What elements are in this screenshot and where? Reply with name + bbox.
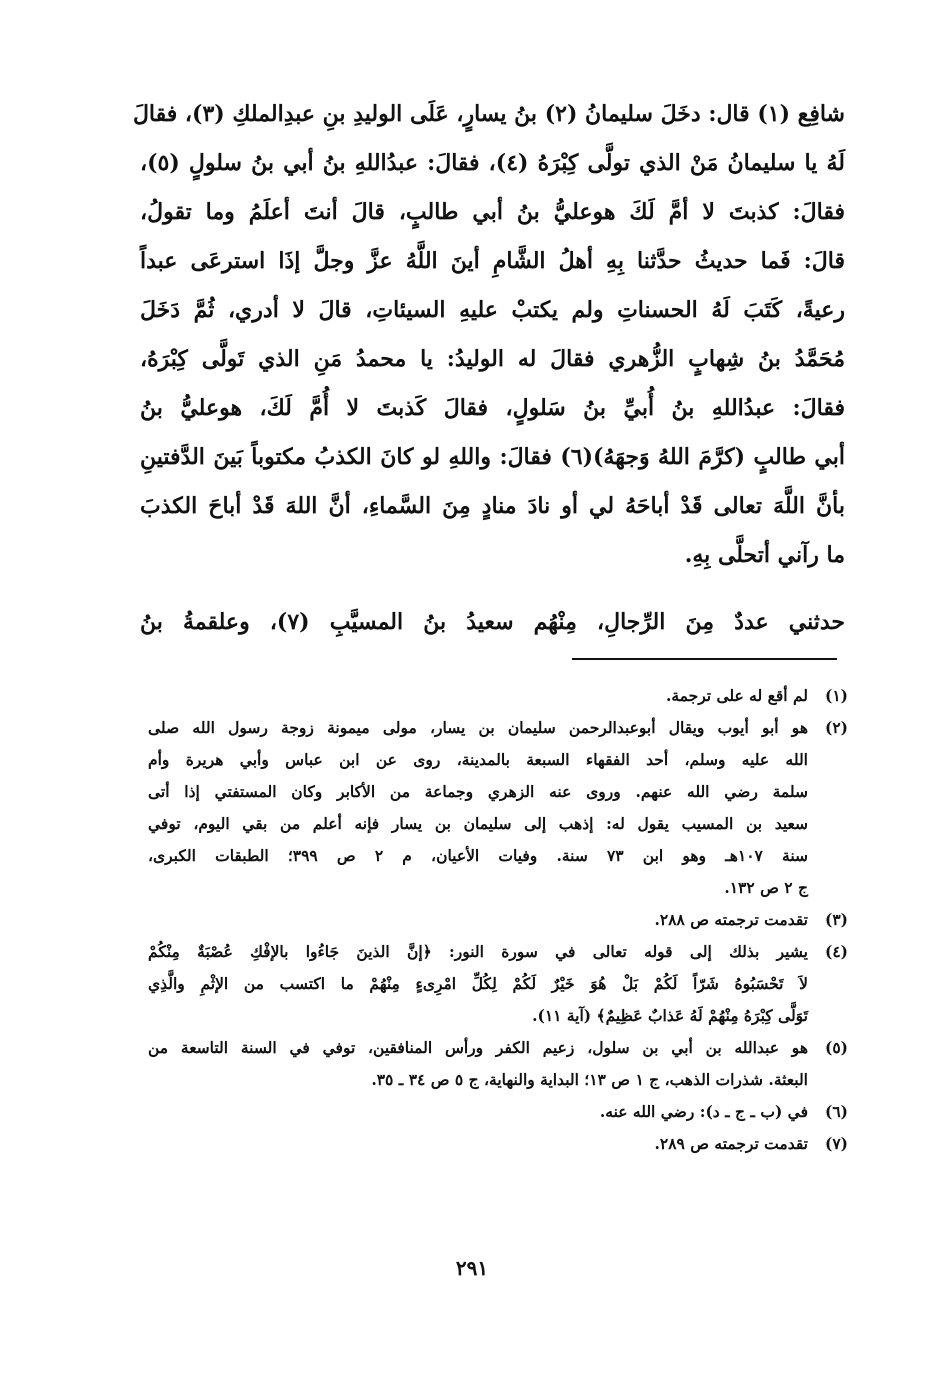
text-line: فقالَ: عبدُاللهِ بنُ أُبيِّ بنُ سَلولٍ، فقالَ كَذبتَ لا أُمَّ لَكَ، هوعليُّ بنُ (140, 395, 845, 421)
main-text (132, 90, 846, 647)
footnote-number: (٥) (824, 1038, 848, 1057)
footnote-separator (572, 658, 837, 660)
footnote-line: ج ٢ ص ١٣٢. (724, 878, 808, 897)
text-line: أبي طالبٍ (كرَّمَ اللهُ وَجهَهُ)(٦) فقالَ: واللهِ لو كانَ الكذبُ مكتوباً بَينَ الدَّفتينِ (140, 444, 845, 470)
text-line: مُحَمَّدُ بنُ شِهابٍ الزُّهري فقالَ له الوليدُ: يا محمدُ مَنِ الذي تَولَّى كِبْرَهُ، (140, 346, 845, 372)
footnote-line: هو أبو أيوب ويقال أبوعبدالرحمن سليمان بن يسار، مولى ميمونة زوجة رسول الله صلى (148, 718, 808, 737)
footnote-number: (٦) (824, 1102, 848, 1121)
footnote-line: سنة ١٠٧هـ وهو ابن ٧٣ سنة. وفيات الأعيان، م ٢ ص ٣٩٩؛ الطبقات الكبرى، (148, 846, 809, 865)
footnote-number: (٤) (824, 942, 848, 961)
footnote-text (148, 904, 808, 936)
text-line: لَهُ يا سليمانُ مَنْ الذي تولَّى كِبْرَهُ (٤)، فقالَ: عبدُاللهِ بنُ أبي بنُ سلولٍ (٥)، (140, 150, 846, 176)
footnote-line: تَوَلَّى كِبْرَهُ مِنْهُمْ لَهُ عَذابٌ عَظِيمٌ﴾ (آية ١١). (532, 1006, 808, 1025)
footnote-line: تقدمت ترجمته ص ٢٨٨. (654, 910, 808, 929)
text-line: قالَ: فَما حديثُ حدَّثنا بِهِ أهلُ الشَّامِ أينَ اللَّهُ عزَّ وجلَّ إذَا استرعَى عبداً (140, 248, 845, 274)
footnotes (148, 680, 848, 1160)
text-line: حدثني عددٌ مِنَ الرِّجالِ، مِنْهُم سعيدُ بنُ المسيَّبِ (٧)، وعلقمةُ بنُ (140, 609, 846, 635)
footnote-text (148, 1032, 808, 1096)
text-line: بأنَّ اللَّهَ تعالى قَدْ أباحَهُ لي أو نادَ منادٍ مِنَ السَّماءِ، أنَّ اللهَ قَدْ أباحَ الكذبَ (140, 493, 845, 519)
text-line: شافِع (١) قال: دخَلَ سليمانُ (٢) بنُ يسارٍ، عَلَى الوليدِ بنِ عبدِالملكِ (٣)، فقالَ (132, 101, 845, 127)
footnote-line: لاَ تَحْسَبُوهُ شَرّاً لَكُمْ بَلْ هُوَ خَيْرٌ لَكُمْ لِكُلِّ امْرِىءٍ مِنْهُمْ ما اكتسب من الإثْمِ والَّذِي (148, 974, 808, 993)
footnote (148, 712, 848, 904)
text-line: فقالَ: كذبتَ لا أمَّ لَكَ هوعليُّ بنُ أبي طالبٍ، قالَ أنتَ أعلَمُ وما تقولُ، (140, 199, 845, 225)
paragraph-2 (140, 598, 845, 647)
footnote-text (148, 712, 808, 904)
footnote-number: (٧) (824, 1134, 848, 1153)
footnote-line: البعثة. شذرات الذهب، ج ١ ص ١٣؛ البداية والنهاية، ج ٥ ص ٣٤ ـ ٣٥. (371, 1070, 808, 1089)
footnote-line: سلمة رضي الله عنهم. وروى عنه الزهري وجماعة من الأكابر وكان المستفتي إذا أتى (148, 782, 808, 801)
footnote-line: في (ب ـ ج ـ د): رضي الله عنه. (599, 1102, 808, 1121)
footnote-line: سعيد بن المسيب يقول له: إذهب إلى سليمان بن يسار فإنه أعلم من بقي اليوم، توفي (148, 814, 808, 833)
footnote (148, 680, 848, 712)
footnote (148, 1096, 848, 1128)
footnote-line: الله عليه وسلم، أحد الفقهاء السبعة بالمدينة، روى عن ابن عباس وأبي هريرة وأم (148, 750, 808, 769)
footnote-line: لم أقع له على ترجمة. (665, 686, 808, 705)
footnote-text (148, 1128, 808, 1160)
footnote-line: يشير بذلك إلى قوله تعالى في سورة النور: ﴿إنَّ الذينَ جَاءُوا بالإفْكِ عُصْبَةٌ مِنْكُمْ (148, 942, 808, 961)
footnote-number: (٣) (824, 910, 848, 929)
footnote-line: تقدمت ترجمته ص ٢٨٩. (654, 1134, 808, 1153)
footnote-text (148, 680, 808, 712)
footnote (148, 1032, 848, 1096)
paragraph-1 (132, 90, 846, 580)
footnote-line: هو عبدالله بن أبي بن سلول، زعيم الكفر ورأس المنافقين، توفي في السنة التاسعة من (148, 1038, 808, 1057)
page-number: ٢٩١ (455, 1256, 489, 1280)
text-line: رعيةً، كَتَبَ لَهُ الحسناتِ ولم يكتبْ عليهِ السيئاتِ، قالَ لا أدري، ثُمَّ دَخَلَ (140, 297, 845, 323)
text-line: ما رآني أتحلَّى بِهِ. (684, 542, 845, 568)
footnote-text (148, 1096, 808, 1128)
footnote-number: (١) (824, 686, 848, 705)
footnote-text (148, 936, 808, 1032)
footnote (148, 1128, 848, 1160)
footnote-number: (٢) (824, 718, 848, 737)
footnote (148, 904, 848, 936)
footnote (148, 936, 848, 1032)
